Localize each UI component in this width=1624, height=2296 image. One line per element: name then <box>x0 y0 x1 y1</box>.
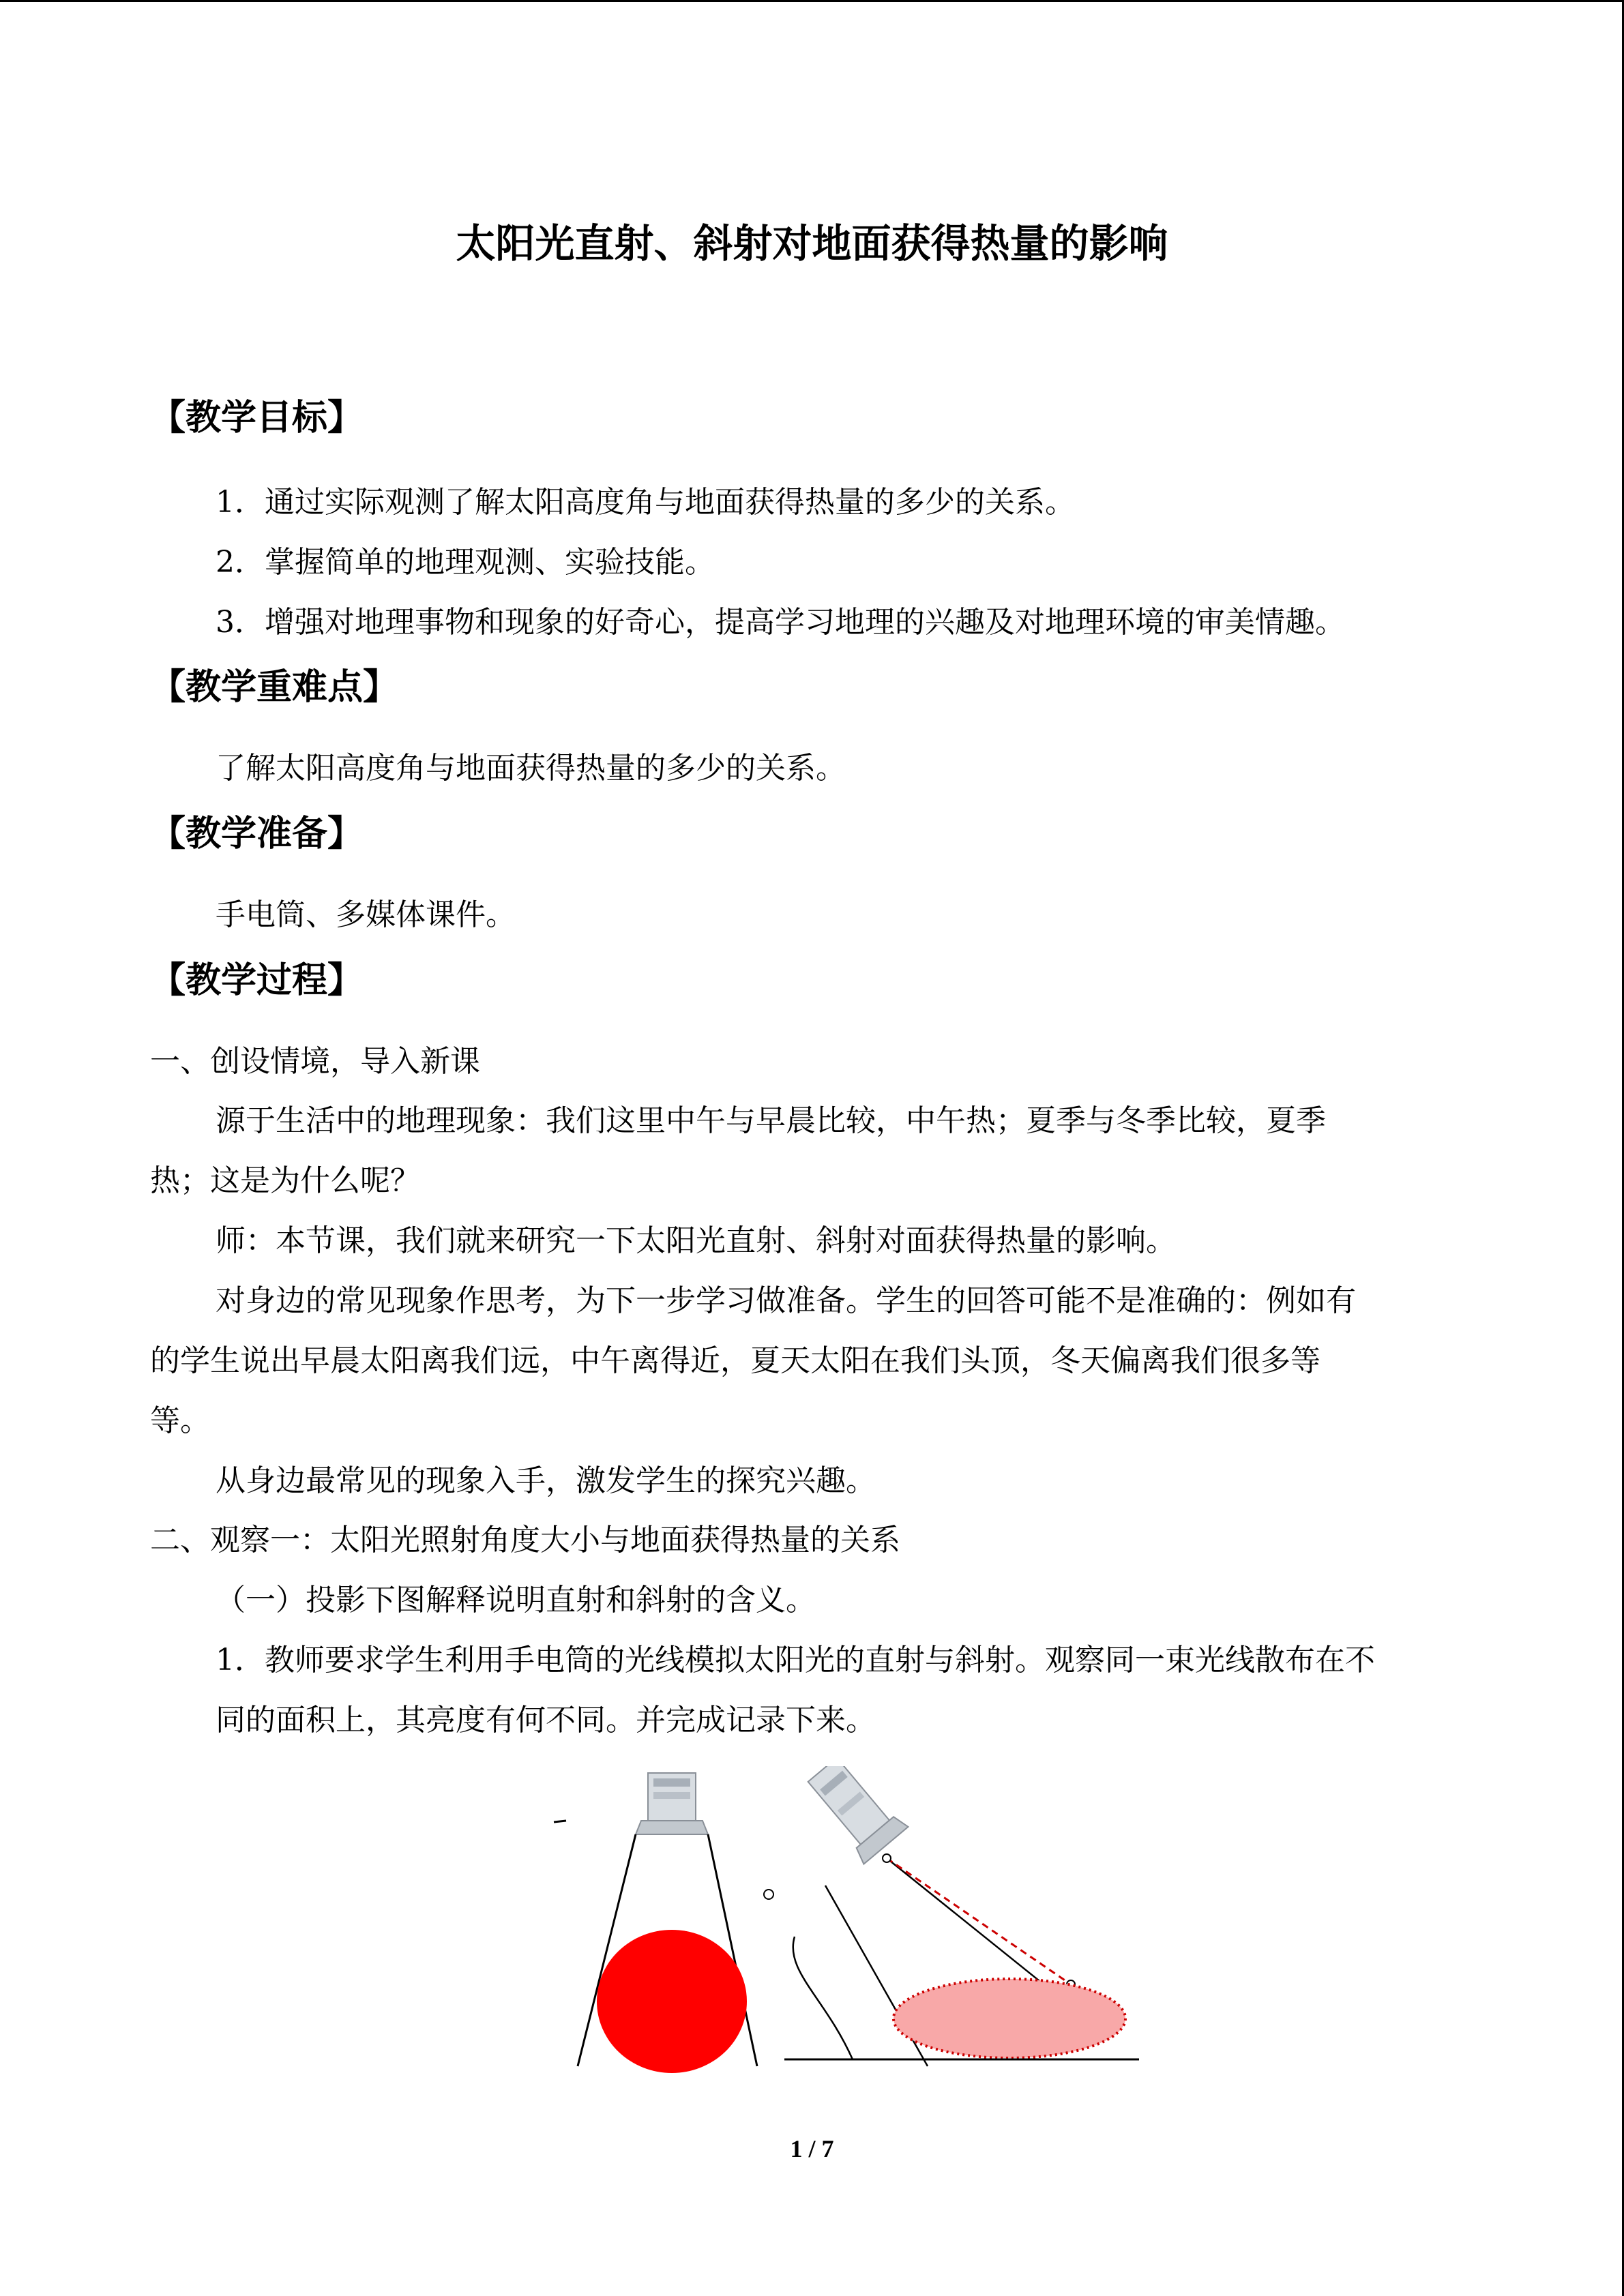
paragraph-3-line-2: 的学生说出早晨太阳离我们远，中午离得近，夏天太阳在我们头顶，冬天偏离我们很多等 <box>150 1343 1320 1378</box>
paragraph-4: 从身边最常见的现象入手，激发学生的探究兴趣。 <box>216 1463 876 1498</box>
heading-process: 【教学过程】 <box>150 960 364 1001</box>
paragraph-3-line-3: 等。 <box>150 1403 210 1438</box>
item-1-line-1: 1．教师要求学生利用手电筒的光线模拟太阳光的直射与斜射。观察同一束光线散布在不 <box>216 1643 1375 1678</box>
oblique-light-spot <box>894 1979 1125 2058</box>
paragraph-3-line-1: 对身边的常见现象作思考，为下一步学习做准备。学生的回答可能不是准确的：例如有 <box>216 1283 1356 1318</box>
goal-item-1: 1．通过实际观测了解太阳高度角与地面获得热量的多少的关系。 <box>216 485 1075 520</box>
goal-item-2: 2．掌握简单的地理观测、实验技能。 <box>216 545 715 580</box>
flashlight-diagram <box>532 1766 1146 2093</box>
flashlight-vertical <box>636 1773 708 1834</box>
angle-arc <box>793 1937 853 2059</box>
preparation-text: 手电筒、多媒体课件。 <box>216 897 516 932</box>
oblique-dashed-line <box>887 1858 1071 1984</box>
sub-section-1: （一）投影下图解释说明直射和斜射的含义。 <box>216 1583 816 1617</box>
stray-mark <box>554 1821 566 1822</box>
heading-key-points: 【教学重难点】 <box>150 667 399 708</box>
heading-goals: 【教学目标】 <box>150 398 364 438</box>
page-number: 1 / 7 <box>790 2135 834 2162</box>
flashlight-tilted <box>800 1766 908 1864</box>
paragraph-1-line-1: 源于生活中的地理现象：我们这里中午与早晨比较，中午热；夏季与冬季比较，夏季 <box>216 1103 1326 1138</box>
heading-preparation: 【教学准备】 <box>150 814 364 854</box>
marker-circle <box>764 1890 773 1899</box>
item-1-line-2: 同的面积上，其亮度有何不同。并完成记录下来。 <box>216 1703 876 1738</box>
part1-title: 一、创设情境，导入新课 <box>150 1044 480 1079</box>
page-title: 太阳光直射、斜射对地面获得热量的影响 <box>456 220 1168 267</box>
key-points-text: 了解太阳高度角与地面获得热量的多少的关系。 <box>216 751 846 786</box>
goal-item-3: 3．增强对地理事物和现象的好奇心，提高学习地理的兴趣及对地理环境的审美情趣。 <box>216 605 1345 640</box>
paragraph-1-line-2: 热；这是为什么呢？ <box>150 1163 420 1198</box>
direct-light-spot <box>597 1930 747 2073</box>
part2-title: 二、观察一：太阳光照射角度大小与地面获得热量的关系 <box>150 1523 900 1557</box>
dashed-line-start-point <box>883 1854 891 1862</box>
paragraph-2: 师：本节课，我们就来研究一下太阳光直射、斜射对面获得热量的影响。 <box>216 1223 1176 1258</box>
